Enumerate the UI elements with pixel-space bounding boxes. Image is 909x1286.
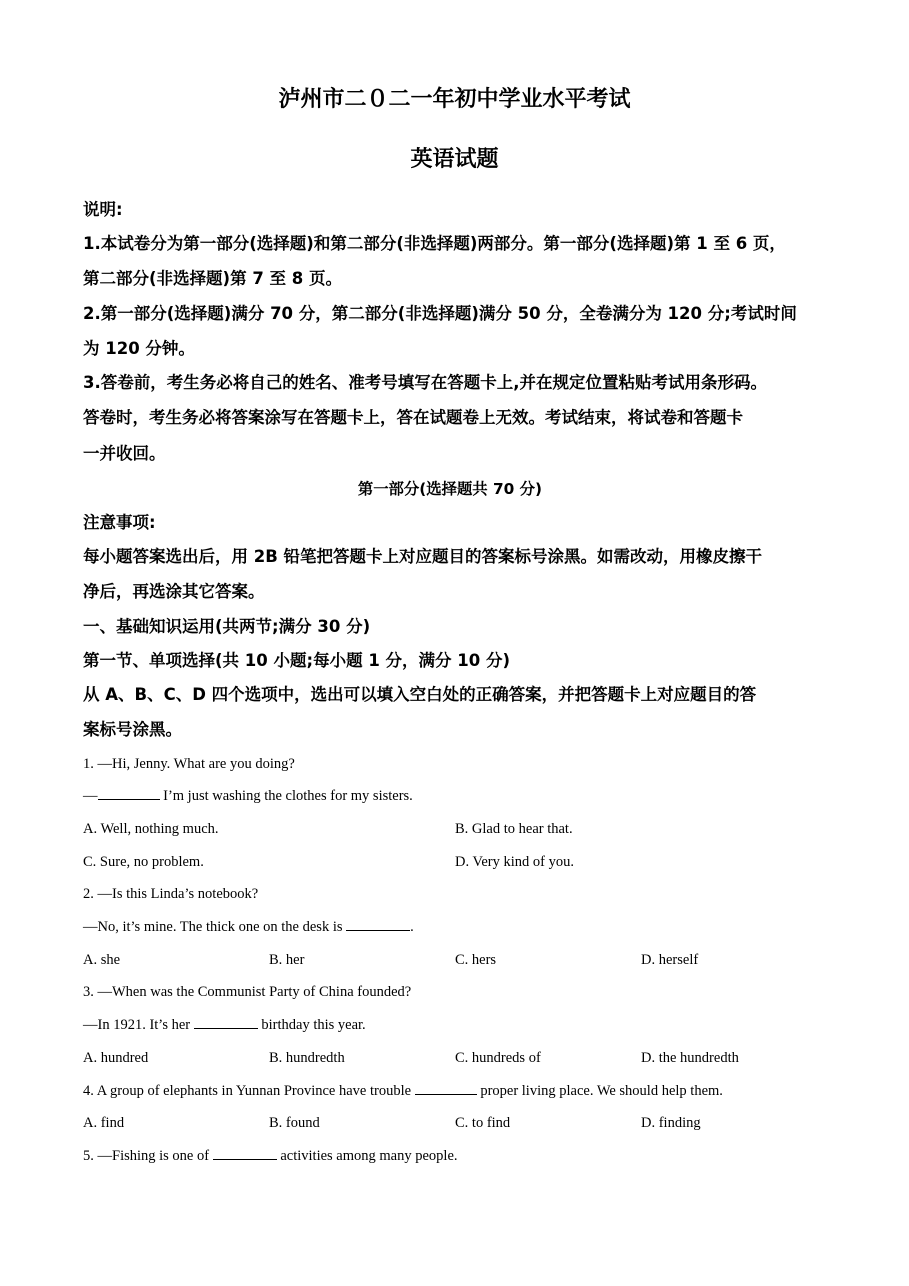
instruction-line-1: 从 A、B、C、D 四个选项中，选出可以填入空白处的正确答案，并把答题卡上对应题目的答	[83, 685, 757, 704]
subsection-heading: 第一节、单项选择(共 10 小题;每小题 1 分，满分 10 分)	[83, 651, 511, 670]
answer-blank	[194, 1028, 258, 1029]
exam-subtitle: 英语试题	[410, 147, 499, 172]
question-1-option-d: D. Very kind of you.	[455, 854, 574, 870]
stem-suffix: activities among many people.	[276, 1148, 458, 1164]
notes-line-4: 为 120 分钟。	[83, 339, 195, 358]
question-4-option-b: B. found	[269, 1115, 320, 1131]
question-2-stem: 2. —Is this Linda’s notebook?	[83, 886, 259, 902]
notes-line-7: 一并收回。	[83, 444, 166, 463]
part1-heading: 第一部分(选择题共 70 分)	[357, 480, 543, 498]
question-1-option-b: B. Glad to hear that.	[455, 821, 573, 837]
question-2-option-d: D. herself	[641, 952, 699, 968]
reply-suffix: birthday this year.	[257, 1017, 366, 1033]
question-3-option-a: A. hundred	[83, 1050, 149, 1066]
question-4-option-c: C. to find	[455, 1115, 511, 1131]
instruction-line-2: 案标号涂黑。	[83, 720, 182, 739]
question-2-option-b: B. her	[269, 952, 305, 968]
attention-line-1: 每小题答案选出后，用 2B 铅笔把答题卡上对应题目的答案标号涂黑。如需改动，用橡皮擦干	[83, 547, 763, 566]
answer-blank	[346, 930, 410, 931]
question-1-reply	[83, 786, 413, 806]
notes-line-1: 1.本试卷分为第一部分(选择题)和第二部分(非选择题)两部分。第一部分(选择题)第 1 至 6 页，	[83, 234, 786, 253]
question-1-stem: 1. —Hi, Jenny. What are you doing?	[83, 756, 295, 772]
question-1-option-a: A. Well, nothing much.	[83, 821, 219, 837]
notes-line-5: 3.答卷前，考生务必将自己的姓名、准考号填写在答题卡上,并在规定位置粘贴考试用条形码。	[83, 373, 768, 392]
question-3-option-d: D. the hundredth	[641, 1050, 739, 1066]
answer-blank	[415, 1094, 477, 1095]
notes-line-3: 2.第一部分(选择题)满分 70 分，第二部分(非选择题)满分 50 分，全卷满分为 120 分;考试时间	[83, 304, 797, 323]
answer-blank	[213, 1159, 277, 1160]
notes-line-6: 答卷时，考生务必将答案涂写在答题卡上，答在试题卷上无效。考试结束，将试卷和答题卡	[83, 408, 743, 427]
question-2-reply	[83, 917, 414, 937]
stem-prefix: 4. A group of elephants in Yunnan Province have trouble	[83, 1083, 415, 1099]
question-3-option-b: B. hundredth	[269, 1050, 345, 1066]
exam-title: 泸州市二０二一年初中学业水平考试	[278, 87, 631, 112]
answer-blank	[98, 799, 160, 800]
question-1-option-c: C. Sure, no problem.	[83, 854, 204, 870]
question-3-stem: 3. —When was the Communist Party of China founded?	[83, 984, 412, 1000]
attention-line-2: 净后，再选涂其它答案。	[83, 582, 265, 601]
question-4-option-d: D. finding	[641, 1115, 701, 1131]
stem-prefix: 5. —Fishing is one of	[83, 1148, 213, 1164]
notes-line-2: 第二部分(非选择题)第 7 至 8 页。	[83, 269, 343, 288]
reply-suffix: .	[410, 919, 414, 935]
attention-heading: 注意事项:	[83, 513, 156, 532]
reply-prefix: —	[83, 788, 98, 804]
stem-suffix: proper living place. We should help them.	[476, 1083, 723, 1099]
question-3-option-c: C. hundreds of	[455, 1050, 541, 1066]
question-4-stem	[83, 1081, 723, 1101]
reply-prefix: —In 1921. It’s her	[83, 1017, 194, 1033]
section-heading: 一、基础知识运用(共两节;满分 30 分)	[83, 617, 371, 636]
question-2-option-a: A. she	[83, 952, 121, 968]
notes-heading: 说明:	[83, 200, 123, 219]
reply-prefix: —No, it’s mine. The thick one on the desk is	[83, 919, 347, 935]
question-3-reply	[83, 1015, 366, 1035]
question-4-option-a: A. find	[83, 1115, 125, 1131]
question-5-stem	[83, 1146, 458, 1166]
reply-suffix: I’m just washing the clothes for my sisters.	[159, 788, 413, 804]
question-2-option-c: C. hers	[455, 952, 497, 968]
